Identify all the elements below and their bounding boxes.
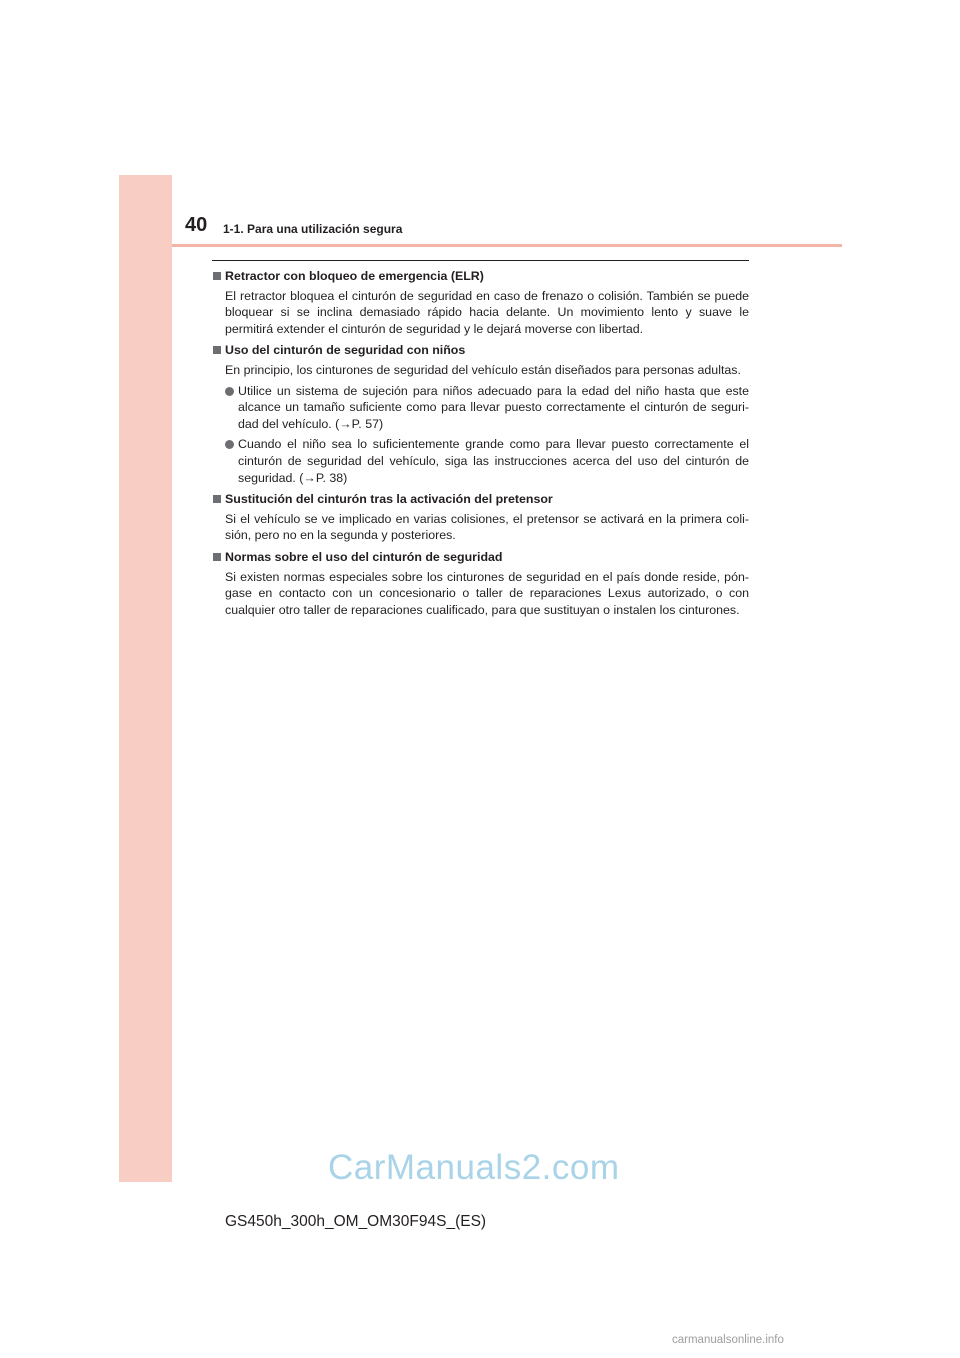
- section-paragraph: Si el vehículo se ve implicado en varias colisiones, el pretensor se activará en la primera coli-sión, pero no en la segunda y posteriores.: [225, 511, 749, 543]
- section-paragraph: En principio, los cinturones de seguridad del vehículo están diseñados para personas adultas.: [225, 362, 741, 377]
- section-heading: [212, 268, 749, 285]
- section-heading-text: Uso del cinturón de seguridad con niños: [225, 343, 466, 358]
- section-title: 1-1. Para una utilización segura: [223, 222, 403, 236]
- section-paragraph: Si existen normas especiales sobre los cinturones de seguridad en el país donde reside, pón-gase en contacto con un concesionario o taller de reparaciones Lexus autorizado, o con cualquier otro taller de reparaciones cualificado, para que sustituyan o instalen los cinturones.: [225, 569, 749, 617]
- content-divider: [212, 260, 749, 261]
- list-item: [212, 383, 749, 433]
- square-bullet-icon: [213, 346, 221, 354]
- section-heading: [212, 491, 749, 508]
- circle-bullet-icon: [225, 387, 234, 396]
- list-item: [212, 436, 749, 486]
- section-pretensioner: [212, 491, 749, 544]
- square-bullet-icon: [213, 553, 221, 561]
- square-bullet-icon: [213, 272, 221, 280]
- page-side-band: [119, 175, 172, 1182]
- section-heading: [212, 549, 749, 566]
- watermark-logo: CarManuals2.com: [328, 1148, 620, 1187]
- section-heading: [212, 342, 749, 359]
- header-divider: [172, 244, 842, 247]
- document-code: GS450h_300h_OM_OM30F94S_(ES): [225, 1213, 487, 1230]
- circle-bullet-icon: [225, 440, 234, 449]
- page-content: [212, 268, 749, 623]
- section-elr: [212, 268, 749, 337]
- site-footer-link[interactable]: carmanualsonline.info: [672, 1334, 784, 1346]
- page-number: 40: [185, 214, 208, 236]
- list-item-text: Cuando el niño sea lo suficientemente grande como para llevar puesto correctamente el cinturón de seguridad del vehículo, siga las instrucciones acerca del uso del cinturón de seguridad. (→P. 38): [238, 437, 749, 485]
- section-paragraph: El retractor bloquea el cinturón de seguridad en caso de frenazo o colisión. También se puede bloquear si se inclina demasiado rápido hacia delante. Un movimiento lento y suave le permitirá extender el cinturón de seguridad y le dejará moverse con libertad.: [225, 288, 749, 336]
- square-bullet-icon: [213, 495, 221, 503]
- list-item-text: Utilice un sistema de sujeción para niños adecuado para la edad del niño hasta que este alcance un tamaño suficiente como para llevar puesto correctamente el cinturón de seguri-dad del vehículo. (→P. 57): [238, 383, 749, 431]
- section-heading-text: Normas sobre el uso del cinturón de seguridad: [225, 549, 503, 564]
- section-heading-text: Retractor con bloqueo de emergencia (ELR): [225, 269, 484, 283]
- section-regulations: [212, 549, 749, 618]
- section-children: [212, 342, 749, 486]
- section-heading-text: Sustitución del cinturón tras la activación del pretensor: [225, 492, 553, 507]
